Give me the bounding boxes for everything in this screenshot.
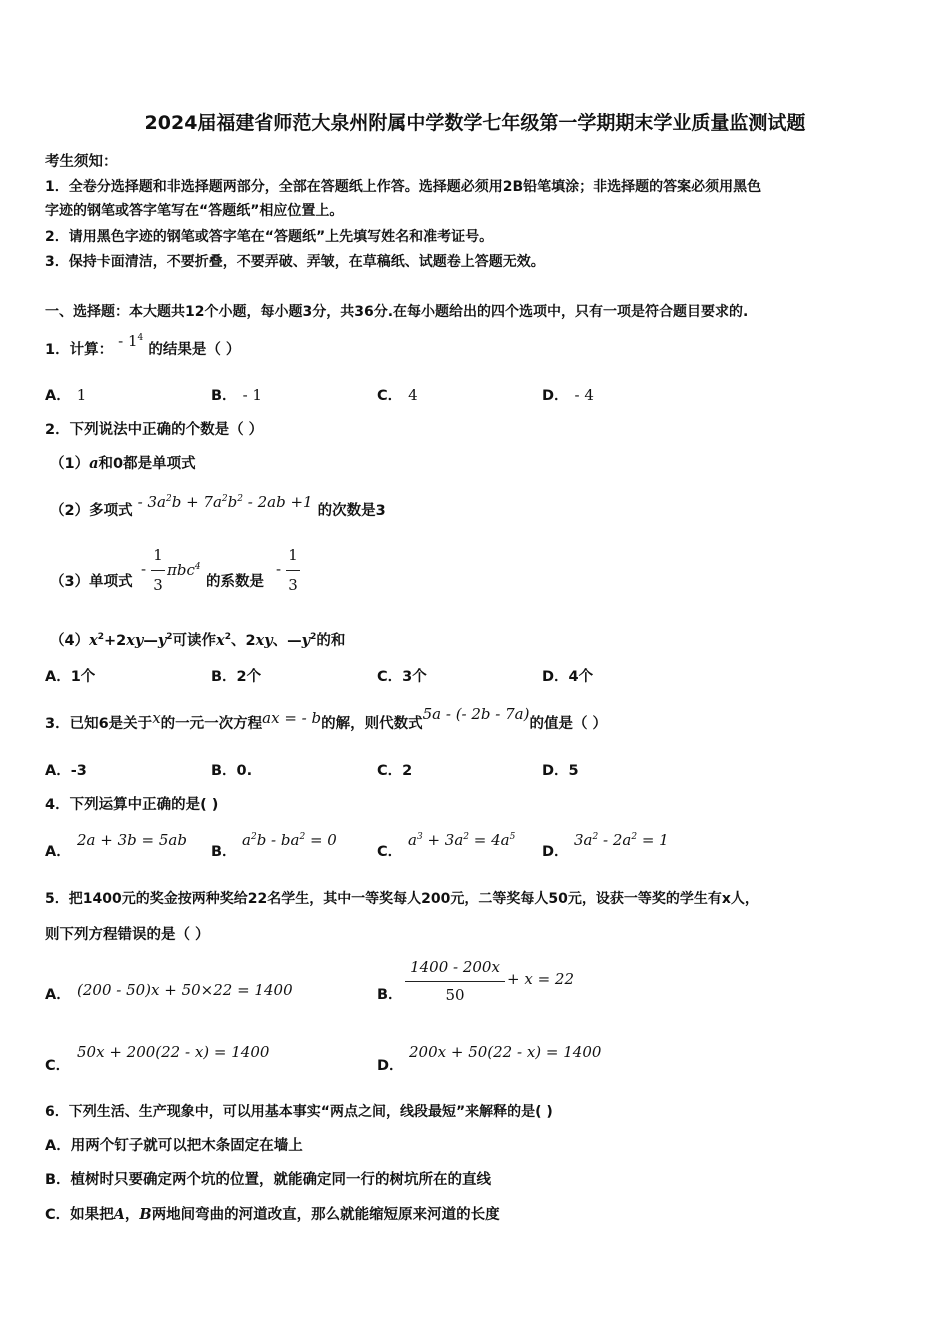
q3-option-a: A．-3: [45, 763, 87, 779]
q4-option-c-expr: $a^3 + 3a^2 = 4a^5$: [408, 831, 516, 849]
notice-item-2: 2．请用黑色字迹的钢笔或答字笔在“答题纸”上先填写姓名和准考证号。: [45, 229, 494, 245]
q2-s3-fraction: 1 3: [151, 546, 165, 594]
q1-option-a: A． 1: [45, 386, 87, 404]
q5-option-d-label: D．: [377, 1058, 404, 1074]
q5-option-d-expr: 200x + 50(22 - x) = 1400: [409, 1043, 602, 1061]
q5-option-a-label: A．: [45, 987, 71, 1003]
question-3-stem: 3．已知6是关于x的一元一次方程ax = - b的解，则代数式5a - (- 2b - 7a)的值是（ ）: [45, 705, 608, 732]
q4-option-d-expr: $3a^2 - 2a^2 = 1$: [574, 831, 669, 849]
q4-option-b-label: B．: [211, 844, 237, 860]
notice-heading: 考生须知：: [45, 154, 118, 170]
q3-option-b: B．0.: [211, 763, 253, 779]
q3-equation: ax = - b: [262, 709, 322, 727]
fraction-bar: [405, 981, 505, 982]
q2-statement-3-label: （3）单项式: [50, 574, 133, 590]
question-1-stem: [45, 332, 241, 360]
q5-option-a-expr: (200 - 50)x + 50×22 = 1400: [77, 981, 293, 999]
q2-s3-answer-fraction: 1 3: [286, 546, 300, 594]
q2-statement-4: $(4)x^2+2xy—y^2$可读作$x^2$、2xy、$—y^2$的和: [50, 632, 346, 649]
q1-option-c: C． 4: [377, 386, 418, 404]
q3-option-c: C．2: [377, 763, 413, 779]
notice-item-1-line-1: 1．全卷分选择题和非选择题两部分，全部在答题纸上作答。选择题必须用2B铅笔填涂；非选择题的答案必须用黑色: [45, 179, 762, 195]
q2-s3-answer-minus: -: [276, 560, 282, 578]
q1-suffix: 的结果是（ ）: [148, 342, 241, 358]
q1-prefix: 1．计算：: [45, 342, 114, 358]
q4-option-a-expr: 2a + 3b = 5ab: [77, 831, 187, 849]
q3-expression: 5a - (- 2b - 7a): [422, 705, 530, 723]
q1-expression: - $1^4$: [118, 332, 144, 350]
q4-option-c-label: C．: [377, 844, 403, 860]
section-heading: 一、选择题：本大题共12个小题，每小题3分，共36分.在每小题给出的四个选项中，只有一项是符合题目要求的.: [45, 304, 749, 320]
page-title: 2024届福建省师范大泉州附属中学数学七年级第一学期期末学业质量监测试题: [144, 112, 806, 134]
q4-option-b-expr: $a^2b - ba^2 = 0$: [242, 831, 337, 849]
q6-option-a: A．用两个钉子就可以把木条固定在墙上: [45, 1138, 303, 1154]
fraction-bar: [286, 570, 300, 571]
q4-option-a-label: A．: [45, 844, 71, 860]
notice-item-3: 3．保持卡面清洁，不要折叠，不要弄破、弄皱，在草稿纸、试题卷上答题无效。: [45, 254, 545, 270]
question-5-line-1: 5．把1400元的奖金按两种奖给22名学生，其中一等奖每人200元，二等奖每人50元，设获一等奖的学生有x人，: [45, 891, 759, 907]
fraction-bar: [151, 570, 165, 571]
q5-option-c-expr: 50x + 200(22 - x) = 1400: [77, 1043, 270, 1061]
q2-option-a: A．1个: [45, 669, 96, 685]
question-2-stem: 2．下列说法中正确的个数是（ ）: [45, 422, 264, 438]
q2-s3-mid: 的系数是: [206, 574, 264, 590]
q2-statement-2: （2）多项式 - $3a^2b + 7a^2b^2 - 2ab +1$ 的次数是3: [50, 493, 386, 519]
q3-option-d: D．5: [542, 763, 579, 779]
q6-option-c: C．如果把A，B两地间弯曲的河道改直，那么就能缩短原来河道的长度: [45, 1206, 500, 1223]
q5-option-c-label: C．: [45, 1058, 71, 1074]
q1-option-d: D． - 4: [542, 386, 594, 404]
q2-s3-term: πbc$^4$: [167, 561, 201, 579]
question-4-stem: 4．下列运算中正确的是( ): [45, 797, 219, 813]
q2-polynomial: - $3a^2b + 7a^2b^2 - 2ab +1$: [137, 493, 313, 511]
q5-option-b-rest: + x = 22: [507, 970, 574, 988]
q1-option-b: B． - 1: [211, 386, 262, 404]
question-6-stem: 6．下列生活、生产现象中，可以用基本事实“两点之间，线段最短”来解释的是( ): [45, 1104, 553, 1120]
q2-option-b: B．2个: [211, 669, 262, 685]
q6-option-b: B．植树时只要确定两个坑的位置，就能确定同一行的树坑所在的直线: [45, 1172, 492, 1188]
q4-option-d-label: D．: [542, 844, 569, 860]
notice-item-1-line-2: 字迹的钢笔或答字笔写在“答题纸”相应位置上。: [45, 203, 344, 219]
q2-option-d: D．4个: [542, 669, 594, 685]
q5-option-b-label: B．: [377, 987, 403, 1003]
q2-s3-minus: -: [141, 560, 147, 578]
question-5-line-2: 则下列方程错误的是（ ）: [45, 927, 210, 943]
q2-statement-1: （1）a和0都是单项式: [50, 455, 196, 472]
q2-option-c: C．3个: [377, 669, 427, 685]
q5-option-b-fraction: 1400 - 200x 50: [405, 958, 505, 1004]
